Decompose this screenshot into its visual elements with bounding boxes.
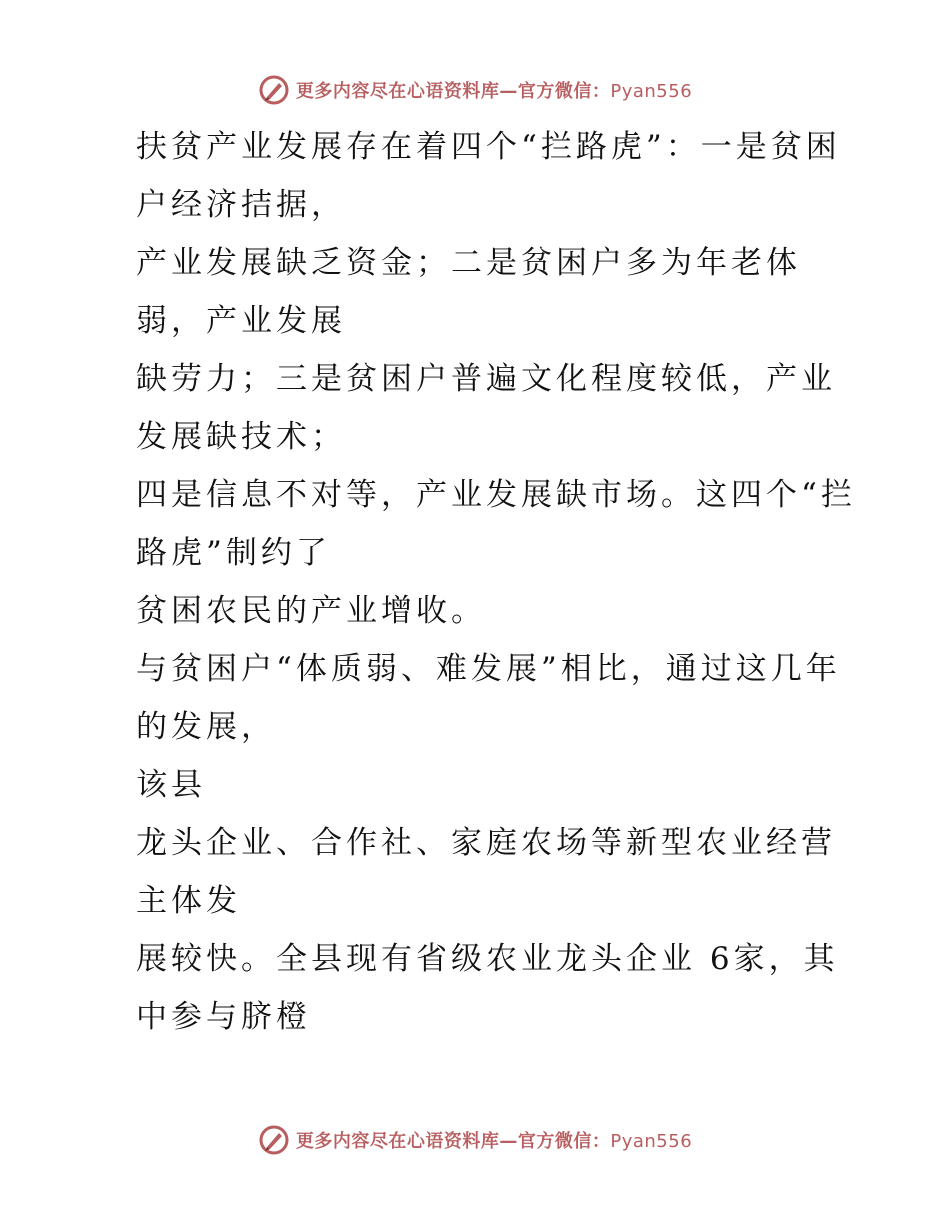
wechat-id: Pyan556 — [610, 81, 693, 102]
paragraph: 产业发展缺乏资金；二是贫困户多为年老体弱，产业发展 — [136, 245, 801, 339]
footer-banner — [0, 1120, 950, 1160]
paragraph: 与贫困户“体质弱、难发展”相比，通过这几年的发展， — [136, 651, 841, 745]
wechat-id: Pyan556 — [610, 1131, 693, 1152]
paragraph: 四是信息不对等，产业发展缺市场。这四个“拦路虎”制约了 — [136, 477, 856, 571]
paragraph: 贫困农民的产业增收。 — [136, 593, 486, 629]
paragraph: 展较快。全县现有省级农业龙头企业 6家，其中参与脐橙 — [136, 941, 839, 1035]
paragraph: 龙头企业、合作社、家庭农场等新型农业经营主体发 — [136, 825, 836, 919]
paragraph: 扶贫产业发展存在着四个“拦路虎”：一是贫困户经济拮据， — [136, 129, 841, 223]
banner-text: 更多内容尽在心语资料库—官方微信：Pyan556 — [295, 1131, 693, 1152]
paragraph: 该县 — [136, 767, 206, 803]
banner-text: 更多内容尽在心语资料库—官方微信：Pyan556 — [295, 81, 693, 102]
pen-logo-icon — [258, 1124, 290, 1156]
paragraph: 缺劳力；三是贫困户普遍文化程度较低，产业发展缺技术； — [136, 361, 836, 455]
pen-logo-icon — [258, 74, 290, 106]
document-body — [98, 118, 858, 1046]
header-banner — [0, 70, 950, 110]
